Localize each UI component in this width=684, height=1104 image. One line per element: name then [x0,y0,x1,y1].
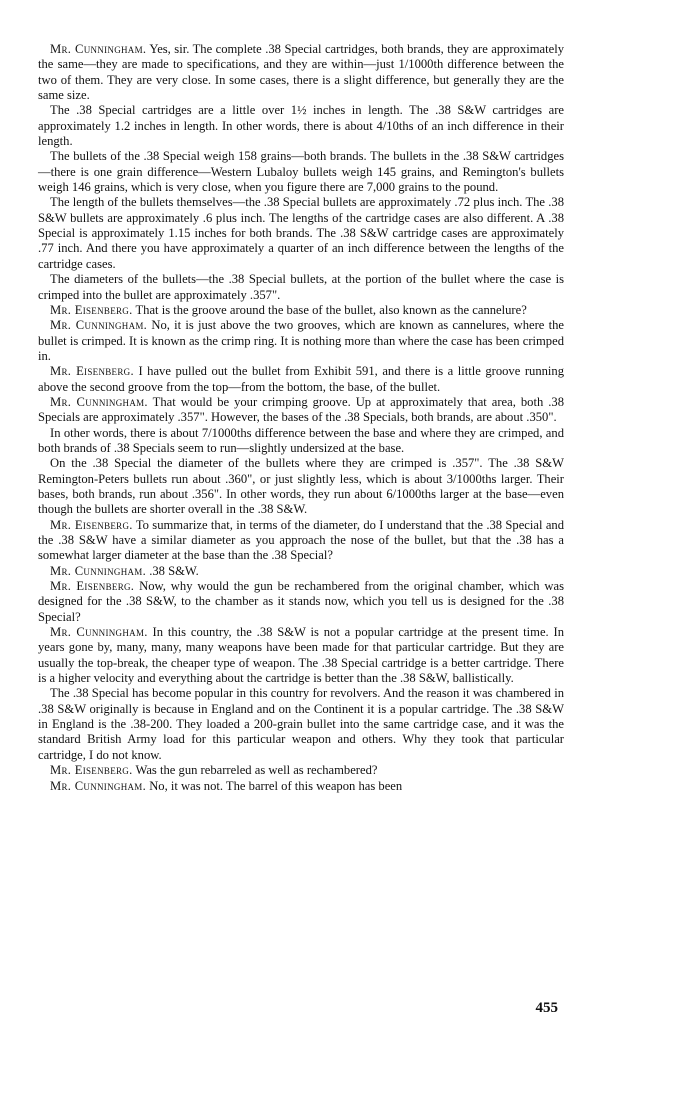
paragraph [38,564,564,579]
paragraph-text: Was the gun rebarreled as well as rechambered? [135,763,378,778]
paragraph [38,272,564,303]
paragraph-text: That is the groove around the base of the bullet, also known as the cannelure? [135,302,527,317]
paragraph-text: No, it was not. The barrel of this weapon has been [149,778,403,793]
paragraph [38,779,564,794]
speaker-name: Mr. Cunningham. [50,625,148,640]
paragraph-text: On the .38 Special the diameter of the bullets where they are crimped is .357". The .38 S&W Remington-Peters bullets run about .360", or just slightly less, which is about 3/1000ths larger. Their bases, both brands, run about .356". In other words, they run about 6/1000ths larger at the base—even though the bullets are shorter overall in the .38 S&W. [38,456,564,517]
paragraph [38,518,564,564]
paragraph [38,42,564,103]
paragraph-text: The .38 Special cartridges are a little over 1½ inches in length. The .38 S&W cartridges are approximately 1.2 inches in length. In other words, there is about 4/10ths of an inch difference in their length. [38,103,564,149]
paragraph-text: I have pulled out the bullet from Exhibit 591, and there is a little groove running above the second groove from the top—from the bottom, the base, of the bullet. [38,364,565,394]
speaker-name: Mr. Eisenberg. [50,517,133,532]
paragraph [38,103,564,149]
speaker-name: Mr. Eisenberg. [50,579,135,594]
paragraph [38,318,564,364]
paragraph-text: The bullets of the .38 Special weigh 158 grains—both brands. The bullets in the .38 S&W cartridges—there is one grain difference—Western Lubaloy bullets weigh 145 grains, and Remington's bullets weigh 146 grains, which is very close, when you figure there are 7,000 grains to the pound. [38,149,564,195]
paragraph [38,686,564,763]
paragraph-text: Now, why would the gun be rechambered from the original chamber, which was designed for the .38 S&W, to the chamber as it stands now, which you tell us is designed for the .38 Special? [38,579,564,624]
paragraph-text: The diameters of the bullets—the .38 Special bullets, at the portion of the bullet where the case is crimped into the bullet are approximately .357". [38,272,564,302]
paragraph-text: The length of the bullets themselves—the .38 Special bullets are approximately .72 plus inch. The .38 S&W bullets are approximately .6 plus inch. The lengths of the cartridge cases are also different. A .38 Special is approximately 1.15 inches for both brands. The .38 S&W cartridge cases are approximately .77 inch. And there you have approximately a quarter of an inch difference between the lengths of the cartridge cases. [38,195,564,271]
speaker-name: Mr. Eisenberg. [50,763,133,778]
paragraph-text: In this country, the .38 S&W is not a popular cartridge at the present time. In years gone by, many, many, many weapons have been made for that particular cartridge. But they are usually the top-break, the cheaper type of weapon. The .38 Special cartridge is a better cartridge. There is a higher velocity and everything about the cartridge is better than the .38 S&W, ballistically. [38,625,565,686]
paragraph-text: In other words, there is about 7/1000ths difference between the base and where they are crimped, and both brands of .38 Specials seem to run—slightly undersized at the base. [38,425,564,455]
paragraph [38,426,564,457]
speaker-name: Mr. Eisenberg. [50,302,133,317]
paragraph-text: To summarize that, in terms of the diameter, do I understand that the .38 Special and the .38 S&W have a similar diameter as you approach the nose of the bullet, but that the .38 has a somewhat larger diameter at the base than the .38 Special? [38,517,565,563]
speaker-name: Mr. Eisenberg. [50,364,134,379]
paragraph-text: That would be your crimping groove. Up at approximately that area, both .38 Specials are approximately .357". However, the bases of the .38 Specials, both brands, are about .350". [38,394,564,425]
paragraph [38,456,564,517]
paragraph [38,579,564,625]
paragraph-text: .38 S&W. [149,563,199,578]
paragraph [38,364,564,395]
paragraph-text: The .38 Special has become popular in this country for revolvers. And the reason it was chambered in .38 S&W originally is because in England and on the Continent it is a popular cartridge. The .38 S&W in England is the .38-200. They loaded a 200-grain bullet into the same cartridge case, and it was the standard British Army load for this particular weapon and others. Why they took that particular cartridge, I do not know. [38,686,564,762]
paragraph-text: Yes, sir. The complete .38 Special cartridges, both brands, they are approximately the same—they are made to specifications, and they are within—just 1/1000th difference between the two of them. They are very close. In some cases, there is a slight difference, but generally they are the same size. [38,42,564,103]
speaker-name: Mr. Cunningham. [50,318,148,333]
page-number: 455 [535,1000,558,1016]
paragraph [38,149,564,195]
speaker-name: Mr. Cunningham. [50,42,147,56]
speaker-name: Mr. Cunningham. [50,394,148,409]
paragraph [38,395,564,426]
paragraph [38,763,564,778]
testimony-text [38,42,564,794]
speaker-name: Mr. Cunningham. [50,563,147,578]
paragraph [38,195,564,272]
paragraph [38,303,564,318]
speaker-name: Mr. Cunningham. [50,778,147,793]
paragraph-text: No, it is just above the two grooves, which are known as cannelures, where the bullet is crimped. It is known as the crimp ring. It is nothing more than where the case has been crimped in. [38,318,565,363]
paragraph [38,625,564,686]
